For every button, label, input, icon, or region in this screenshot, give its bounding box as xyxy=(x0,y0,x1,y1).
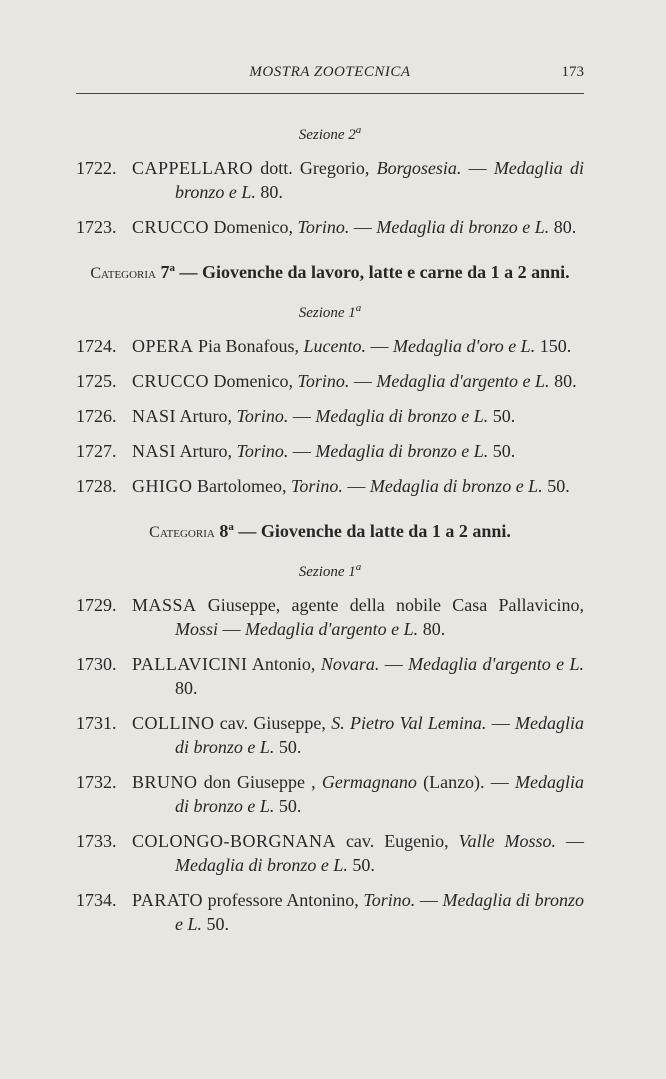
exhibitor-name: OPERA xyxy=(132,336,194,356)
entry-dash: — xyxy=(349,217,377,237)
exhibitor-name: BRUNO xyxy=(132,772,198,792)
exhibitor-details: Pia Bonafous, xyxy=(193,336,304,356)
award-prize: Medaglia di bronzo e L. xyxy=(315,441,489,461)
exhibitor-details: Domenico, xyxy=(209,371,298,391)
entry-number: 1722. xyxy=(76,158,117,178)
running-head xyxy=(76,64,584,86)
exhibitor-place: Valle Mosso. xyxy=(458,831,557,851)
award-prize: Medaglia di bronzo e L. xyxy=(175,158,584,202)
exhibitor-place: Torino. xyxy=(236,406,289,426)
section-label: Sezione xyxy=(298,305,345,321)
entry-number: 1723. xyxy=(76,217,117,237)
award-entry xyxy=(76,711,584,759)
header-rule xyxy=(76,93,584,94)
award-amount: 50. xyxy=(202,914,229,934)
category-ordinal: 7 xyxy=(160,262,170,282)
entry-dash: — xyxy=(379,654,409,674)
award-prize: Medaglia d'oro e L. xyxy=(393,336,536,356)
award-entry xyxy=(76,770,584,818)
exhibitor-details: dott. Gregorio, xyxy=(253,158,377,178)
exhibitor-place: Germagnano xyxy=(321,772,417,792)
exhibitor-place: Lucento. xyxy=(303,336,367,356)
section-label: Sezione xyxy=(298,127,345,143)
exhibitor-details: professore Antonino, xyxy=(203,890,364,910)
category-title: — Giovenche da latte da 1 a 2 anni. xyxy=(233,521,511,541)
exhibitor-details: cav. Eugenio, xyxy=(336,831,459,851)
category-heading xyxy=(76,516,584,544)
award-entry xyxy=(76,215,584,239)
exhibitor-details: Arturo, xyxy=(176,406,237,426)
section-ordinal: 2 xyxy=(348,127,356,143)
section-heading xyxy=(76,557,584,582)
entry-dash: — xyxy=(486,713,515,733)
award-prize: Medaglia di bronzo e L. xyxy=(376,217,550,237)
award-amount: 50. xyxy=(274,737,302,757)
section-ordinal: 1 xyxy=(348,564,356,580)
exhibitor-name: COLLINO xyxy=(132,713,215,733)
entry-number: 1733. xyxy=(76,831,117,851)
exhibitor-place: Torino. xyxy=(297,217,350,237)
exhibitor-name: GHIGO xyxy=(132,476,193,496)
section-ordinal-sup: a xyxy=(355,302,362,314)
entry-dash: — xyxy=(342,476,370,496)
award-entry xyxy=(76,829,584,877)
category-title: — Giovenche da lavoro, latte e carne da 1 a 2 anni. xyxy=(175,262,570,282)
entry-number: 1734. xyxy=(76,890,117,910)
exhibitor-place: Novara. xyxy=(320,654,380,674)
award-amount: 50. xyxy=(347,855,375,875)
exhibitor-details: Domenico, xyxy=(209,217,298,237)
entry-dash: — xyxy=(484,772,515,792)
entry-dash: — xyxy=(415,890,443,910)
exhibitor-name: NASI xyxy=(132,406,177,426)
exhibitor-place: Mossi xyxy=(175,619,219,639)
category-ordinal-sup: a xyxy=(169,262,175,274)
exhibitor-name: CRUCCO xyxy=(132,371,210,391)
award-entry xyxy=(76,652,584,700)
exhibitor-name: CRUCCO xyxy=(132,217,210,237)
exhibitor-place: Torino. xyxy=(297,371,350,391)
award-entry xyxy=(76,888,584,936)
entry-number: 1732. xyxy=(76,772,117,792)
award-prize: Medaglia di bronzo e L. xyxy=(175,713,584,757)
entry-number: 1731. xyxy=(76,713,117,733)
exhibitor-name: PARATO xyxy=(132,890,204,910)
award-amount: 50. xyxy=(488,441,516,461)
category-label: Categoria xyxy=(149,524,215,541)
exhibitor-name: MASSA xyxy=(132,595,197,615)
award-prize: Medaglia di bronzo e L. xyxy=(315,406,489,426)
entry-number: 1729. xyxy=(76,595,117,615)
entry-dash: — xyxy=(556,831,585,851)
award-amount: 80. xyxy=(175,678,198,698)
award-amount: 50. xyxy=(488,406,516,426)
award-amount: 80. xyxy=(418,619,446,639)
category-ordinal: 8 xyxy=(219,521,229,541)
award-prize: Medaglia di bronzo e L. xyxy=(175,772,584,816)
entry-number: 1728. xyxy=(76,476,117,496)
exhibitor-name: NASI xyxy=(132,441,177,461)
entry-number: 1730. xyxy=(76,654,117,674)
exhibitor-details: Arturo, xyxy=(176,441,237,461)
category-heading xyxy=(76,257,584,285)
award-amount: 150. xyxy=(535,336,572,356)
exhibitor-place-extra: (Lanzo). xyxy=(416,772,485,792)
award-amount: 80. xyxy=(549,371,577,391)
exhibitor-details: don Giuseppe , xyxy=(197,772,322,792)
award-entry xyxy=(76,156,584,204)
exhibitor-name: COLONGO-BORGNANA xyxy=(132,831,336,851)
exhibitor-place: Torino. xyxy=(236,441,289,461)
exhibitor-place: Torino. xyxy=(290,476,343,496)
entry-number: 1725. xyxy=(76,371,117,391)
award-entry xyxy=(76,439,584,463)
entry-dash: — xyxy=(218,619,246,639)
award-prize: Medaglia di bronzo e L. xyxy=(175,855,348,875)
exhibitor-place: Borgosesia. xyxy=(376,158,462,178)
award-amount: 50. xyxy=(542,476,570,496)
award-prize: Medaglia d'argento e L. xyxy=(376,371,550,391)
section-ordinal-sup: a xyxy=(355,124,362,136)
section-label: Sezione xyxy=(298,564,345,580)
section-heading xyxy=(76,120,584,145)
exhibitor-place: S. Pietro Val Lemina. xyxy=(331,713,487,733)
exhibitor-place: Torino. xyxy=(363,890,416,910)
exhibitor-details: Antonio, xyxy=(247,654,321,674)
exhibitor-name: CAPPELLARO xyxy=(132,158,254,178)
section-ordinal: 1 xyxy=(348,305,356,321)
award-entry xyxy=(76,334,584,358)
running-title: MOSTRA ZOOTECNICA xyxy=(249,64,411,80)
award-entry xyxy=(76,593,584,641)
exhibitor-details: Giuseppe, agente della nobile Casa Pallavicino, xyxy=(196,595,584,615)
exhibitor-name: PALLAVICINI xyxy=(132,654,248,674)
entry-dash: — xyxy=(461,158,494,178)
entry-dash: — xyxy=(349,371,377,391)
award-entry xyxy=(76,369,584,393)
award-entry xyxy=(76,474,584,498)
award-amount: 80. xyxy=(549,217,577,237)
award-amount: 80. xyxy=(255,182,283,202)
award-prize: Medaglia di bronzo e L. xyxy=(175,890,584,934)
page-number: 173 xyxy=(561,64,584,80)
section-ordinal-sup: a xyxy=(355,561,362,573)
category-label: Categoria xyxy=(90,265,156,282)
entry-dash: — xyxy=(288,406,316,426)
section-heading xyxy=(76,298,584,323)
entry-dash: — xyxy=(366,336,394,356)
entry-dash: — xyxy=(288,441,316,461)
category-ordinal-sup: a xyxy=(228,521,234,533)
entry-number: 1726. xyxy=(76,406,117,426)
award-amount: 50. xyxy=(274,796,302,816)
award-entry xyxy=(76,404,584,428)
exhibitor-details: cav. Giuseppe, xyxy=(214,713,332,733)
award-prize: Medaglia d'argento e L. xyxy=(408,654,585,674)
award-prize: Medaglia di bronzo e L. xyxy=(369,476,543,496)
award-prize: Medaglia d'argento e L. xyxy=(245,619,419,639)
award-list xyxy=(76,120,584,936)
entry-number: 1724. xyxy=(76,336,117,356)
exhibitor-details: Bartolomeo, xyxy=(192,476,291,496)
entry-number: 1727. xyxy=(76,441,117,461)
